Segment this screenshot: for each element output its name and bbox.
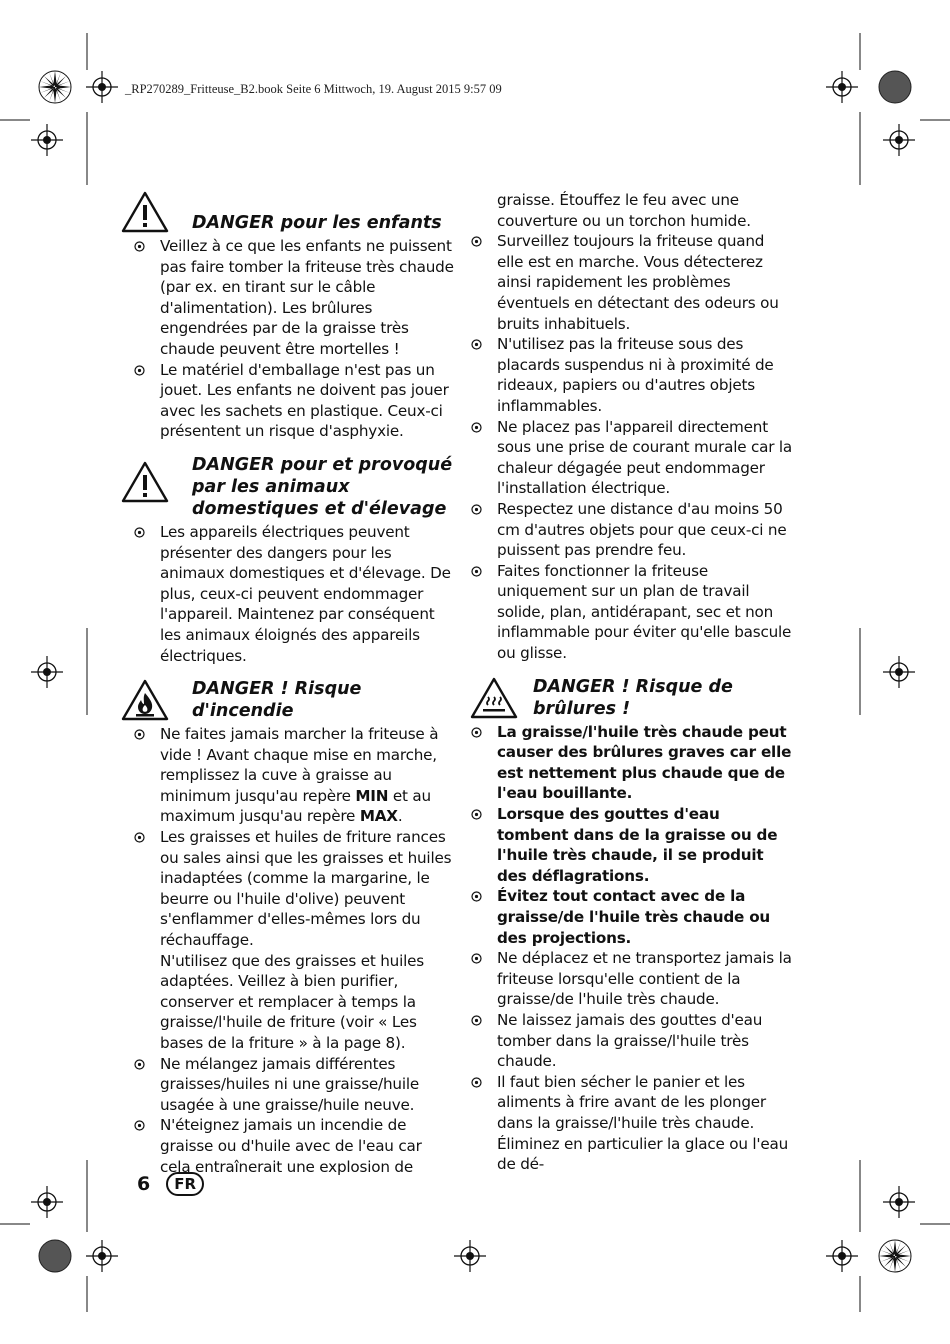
section-title-line: brûlures !	[533, 698, 631, 719]
list-item	[465, 334, 795, 416]
list-item-text: Ne déplacez et ne transportez jamais la friteuse lorsqu'elle contient de la graisse/de l'huile très chaude.	[497, 949, 792, 1009]
list-item	[120, 1054, 455, 1116]
warning-exclamation-icon	[120, 460, 170, 504]
bullet-icon	[471, 1077, 482, 1088]
bullet-icon	[134, 729, 145, 740]
list-item	[465, 886, 795, 948]
section-title-line: DANGER pour et provoqué	[192, 454, 453, 475]
list-item	[465, 804, 795, 886]
list-item-text: Ne mélangez jamais différentes graisses/huiles ni une graisse/huile usagée à une graisse/huile neuve.	[160, 1054, 420, 1114]
list-item-text: Les graisses et huiles de friture rances ou sales ainsi que les graisses et huiles inadaptées (comme la margarine, le beurre ou l'huile d'olive) peuvent s'enflammer d'elles-mêmes lors du réchauffage.	[160, 828, 452, 950]
list-fire-more	[120, 1054, 455, 1178]
bullet-icon	[134, 1120, 145, 1131]
bullet-icon	[471, 727, 482, 738]
bullet-icon	[134, 365, 145, 376]
list-item	[120, 724, 455, 827]
min-label: MIN	[355, 786, 389, 805]
warning-exclamation-icon	[120, 190, 170, 234]
list-item-text: .	[397, 807, 403, 826]
list-item-text: Ne faites jamais marcher la friteuse à vide ! Avant chaque mise en marche, remplissez la cuve à graisse au minimum jusqu'au repère	[160, 725, 439, 805]
right-column	[465, 190, 795, 1175]
list-item	[120, 1115, 455, 1177]
print-header: _RP270289_Fritteuse_B2.book Seite 6 Mittwoch, 19. August 2015 9:57 09	[125, 82, 502, 96]
section-title-line: par les animaux	[192, 476, 350, 497]
bullet-icon	[471, 1015, 482, 1026]
bullet-icon	[471, 339, 482, 350]
continued-text: graisse. Étouffez le feu avec une couverture ou un torchon humide.	[497, 191, 751, 230]
bullet-icon	[471, 504, 482, 515]
bullet-icon	[471, 236, 482, 247]
list-item	[465, 1010, 795, 1072]
bullet-icon	[134, 241, 145, 252]
list-item	[465, 417, 795, 499]
section-title-line: DANGER ! Risque de	[533, 676, 733, 697]
list-fire	[120, 724, 455, 951]
list-item-text: N'utilisez pas la friteuse sous des placards suspendus ni à proximité de rideaux, papiers ou d'autres objets inflammables.	[497, 335, 774, 415]
list-item-text: Évitez tout contact avec de la graisse/de l'huile très chaude ou des projections.	[497, 887, 771, 947]
list-burns	[465, 722, 795, 1175]
list-animals	[120, 522, 455, 666]
list-item	[120, 522, 455, 666]
bullet-icon	[471, 953, 482, 964]
section-title-line: DANGER ! Risque	[192, 679, 362, 700]
bullet-icon	[471, 891, 482, 902]
list-item-text: La graisse/l'huile très chaude peut causer des brûlures graves car elle est nettement plus chaude que de l'eau bouillante.	[497, 722, 792, 803]
warning-fire-icon	[120, 678, 170, 722]
list-item	[465, 231, 795, 334]
page-footer	[137, 1172, 204, 1196]
list-item-text: Il faut bien sécher le panier et les aliments à frire avant de les plonger dans la graisse/l'huile très chaude. Éliminez en particulier la glace ou l'eau de dé-	[497, 1072, 789, 1174]
list-item	[120, 827, 455, 951]
section-head-fire	[120, 678, 455, 722]
section-head-burns	[469, 676, 795, 720]
list-item-text: Ne laissez jamais des gouttes d'eau tomber dans la graisse/l'huile très chaude.	[497, 1010, 763, 1071]
list-item	[120, 236, 455, 360]
list-item	[465, 499, 795, 561]
bullet-icon	[134, 1059, 145, 1070]
language-badge: FR	[166, 1172, 204, 1196]
list-item-text: N'éteignez jamais un incendie de graisse ou d'huile avec de l'eau car cela entraînerait une explosion de	[160, 1116, 422, 1176]
bullet-icon	[134, 832, 145, 843]
list-children	[120, 236, 455, 442]
list-item-text: Veillez à ce que les enfants ne puissent pas faire tomber la friteuse très chaude (par ex. en tirant sur le câble d'alimentation). Les brûlures engendrées par de la graisse très chaude peuvent être mortelles !	[160, 237, 454, 358]
bullet-icon	[471, 422, 482, 433]
list-item	[465, 722, 795, 804]
list-item	[465, 561, 795, 664]
list-item-text: Le matériel d'emballage n'est pas un jouet. Les enfants ne doivent pas jouer avec les sachets en plastique. Ceux-ci présentent un risque d'asphyxie.	[160, 360, 449, 441]
list-item-text: Ne placez pas l'appareil directement sous une prise de courant murale car la chaleur dégagée peut endommager l'installation électrique.	[497, 417, 793, 498]
left-column	[120, 190, 455, 1177]
list-item-text: Respectez une distance d'au moins 50 cm d'autres objets pour que ceux-ci ne puissent pas prendre feu.	[497, 499, 787, 560]
section-title-line: d'incendie	[192, 701, 294, 722]
page-number: 6	[137, 1173, 151, 1195]
bullet-icon	[134, 527, 145, 538]
list-item	[465, 948, 795, 1010]
list-item-text: Les appareils électriques peuvent présenter des dangers pour les animaux domestiques et d'élevage. De plus, ceux-ci peuvent endommager l'appareil. Maintenez par conséquent les animaux éloignés des appareils électriques.	[160, 522, 451, 665]
warning-hot-surface-icon	[469, 676, 519, 720]
list-item-text: Faites fonctionner la friteuse uniquement sur un plan de travail solide, plan, antidérapant, sec et non inflammable pour éviter qu'elle bascule ou glisse.	[497, 561, 792, 663]
section-head-animals	[120, 454, 455, 520]
section-head-children	[120, 190, 455, 234]
bullet-icon	[471, 566, 482, 577]
list-item-text: et au maximum jusqu'au repère	[160, 786, 431, 826]
list-item	[120, 360, 455, 442]
bullet-icon	[471, 809, 482, 820]
list-item	[465, 1072, 795, 1175]
section-title-line: DANGER pour les enfants	[192, 213, 442, 233]
max-label: MAX	[359, 807, 398, 826]
list-item-continuation: N'utilisez que des graisses et huiles adaptées. Veillez à bien purifier, conserver et remplacer à temps la graisse/l'huile de friture (voir « Les bases de la friture » à la page 8).	[160, 951, 424, 1052]
list-item-text: Surveillez toujours la friteuse quand elle est en marche. Vous détecterez ainsi rapidement les problèmes éventuels en détectant des odeurs ou bruits inhabituels.	[497, 232, 779, 333]
list-general	[465, 231, 795, 663]
section-title-line: domestiques et d'élevage	[192, 498, 447, 519]
list-item-text: Lorsque des gouttes d'eau tombent dans de la graisse ou de l'huile très chaude, il se produit des déflagrations.	[497, 805, 778, 885]
